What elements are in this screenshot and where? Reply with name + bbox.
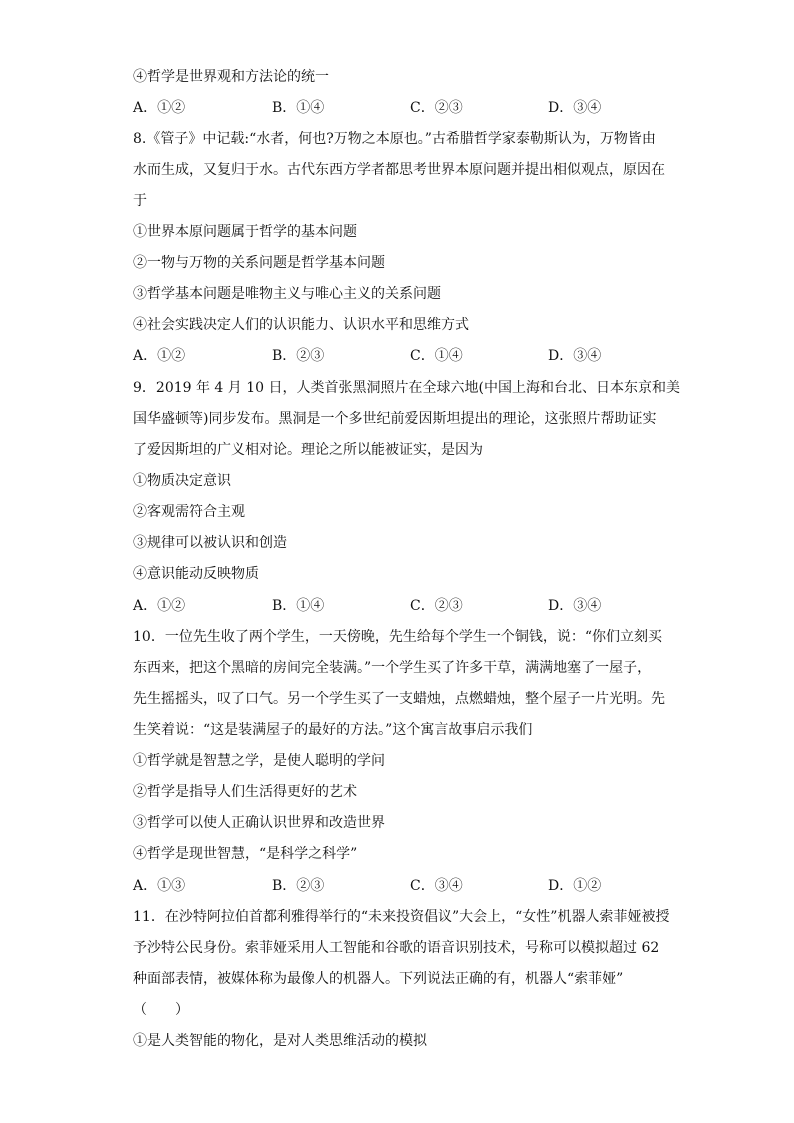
option-a: A．①③: [133, 878, 186, 894]
choice-item-3: ③哲学可以使人正确认识世界和改造世界: [133, 815, 385, 831]
question-10-line-3: 先生摇摇头，叹了口气。另一个学生买了一支蜡烛，点燃蜡烛，整个屋子一片光明。先: [133, 691, 665, 707]
option-d: D．③④: [548, 348, 602, 364]
question-11-line-2: 予沙特公民身份。索菲娅采用人工智能和谷歌的语音识别技术，号称可以模拟超过 62: [133, 940, 660, 956]
question-9-line-2: 国华盛顿等)同步发布。黑洞是一个多世纪前爱因斯坦提出的理论，这张照片帮助证实: [133, 411, 657, 427]
question-10-line-4: 生笑着说：“这是装满屋子的最好的方法。”这个寓言故事启示我们: [133, 722, 533, 738]
question-8-line-3: 于: [133, 193, 147, 209]
question-11-line-1: 11．在沙特阿拉伯首都利雅得举行的“未来投资倡议”大会上，“女性”机器人索菲娅被授: [133, 909, 670, 925]
option-d: D．③④: [548, 598, 602, 614]
answer-options-q8: [133, 344, 673, 368]
option-a: A．①②: [133, 100, 186, 116]
choice-item-3: ③哲学基本问题是唯物主义与唯心主义的关系问题: [133, 286, 441, 302]
choice-item-1: ①世界本原问题属于哲学的基本问题: [133, 224, 357, 240]
choice-item-1: ①哲学就是智慧之学，是使人聪明的学问: [133, 753, 385, 769]
question-10-line-1: 10．一位先生收了两个学生，一天傍晚，先生给每个学生一个铜钱，说：“你们立刻买: [133, 629, 662, 645]
choice-item-4: ④意识能动反映物质: [133, 566, 259, 582]
question-11-line-3: 种面部表情，被媒体称为最像人的机器人。下列说法正确的有，机器人“索菲娅”: [133, 971, 624, 987]
question-9-line-1: 9．2019 年 4 月 10 日，人类首张黑洞照片在全球六地(中国上海和台北、日本东京和美: [133, 380, 680, 396]
answer-options-q10: [133, 874, 673, 898]
answer-options-q7: [133, 96, 673, 120]
question-9-line-3: 了爱因斯坦的广义相对论。理论之所以能被证实，是因为: [133, 442, 483, 458]
choice-item-1: ①是人类智能的物化，是对人类思维活动的模拟: [133, 1033, 427, 1049]
option-a: A．①②: [133, 348, 186, 364]
choice-item-1: ①物质决定意识: [133, 473, 231, 489]
option-b: B．①④: [272, 100, 325, 116]
choice-item-4: ④哲学是世界观和方法论的统一: [133, 69, 329, 85]
answer-blank: （ ）: [133, 1002, 189, 1018]
question-8-line-1: 8.《管子》中记载:“水者，何也?万物之本原也。”古希腊哲学家泰勒斯认为，万物皆由: [133, 131, 656, 147]
option-b: B．①④: [272, 598, 325, 614]
option-d: D．①②: [548, 878, 602, 894]
option-c: C．③④: [410, 878, 463, 894]
question-8-line-2: 水而生成，又复归于水。古代东西方学者都思考世界本原问题并提出相似观点，原因在: [133, 162, 665, 178]
option-d: D．③④: [548, 100, 602, 116]
option-c: C．②③: [410, 100, 463, 116]
option-b: B．②③: [272, 878, 325, 894]
choice-item-4: ④社会实践决定人们的认识能力、认识水平和思维方式: [133, 317, 469, 333]
choice-item-3: ③规律可以被认识和创造: [133, 535, 287, 551]
question-10-line-2: 东西来，把这个黑暗的房间完全装满。”一个学生买了许多干草，满满地塞了一屋子，: [133, 660, 652, 676]
choice-item-2: ②哲学是指导人们生活得更好的艺术: [133, 784, 357, 800]
choice-item-4: ④哲学是现世智慧，“是科学之科学”: [133, 846, 358, 862]
choice-item-2: ②客观需符合主观: [133, 504, 245, 520]
option-b: B．②③: [272, 348, 325, 364]
option-c: C．①④: [410, 348, 463, 364]
answer-options-q9: [133, 594, 673, 618]
choice-item-2: ②一物与万物的关系问题是哲学基本问题: [133, 255, 385, 271]
option-c: C．②③: [410, 598, 463, 614]
option-a: A．①②: [133, 598, 186, 614]
